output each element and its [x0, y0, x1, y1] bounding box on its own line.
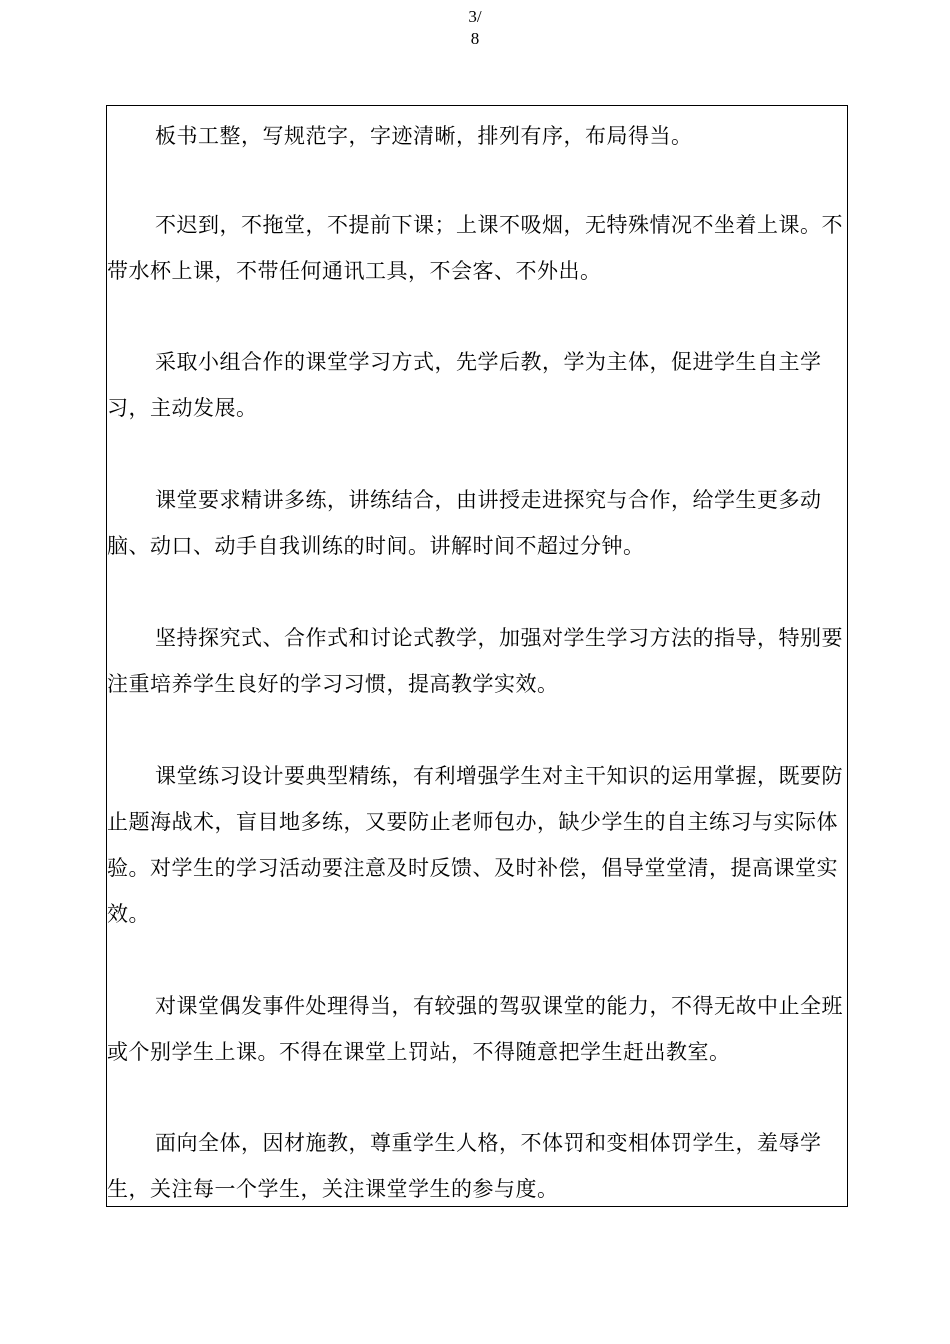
page-number-current: 3/ — [468, 7, 482, 26]
paragraph-inquiry-teaching: 坚持探究式、合作式和讨论式教学，加强对学生学习方法的指导，特别要注重培养学生良好的学习习惯，提高教学实效。 — [107, 626, 843, 696]
page-number-total: 8 — [470, 29, 480, 48]
paragraph-group-cooperation: 采取小组合作的课堂学习方式，先学后教，学为主体，促进学生自主学习，主动发展。 — [107, 350, 822, 420]
paragraph-classroom-incidents: 对课堂偶发事件处理得当，有较强的驾驭课堂的能力，不得无故中止全班或个别学生上课。不得在课堂上罚站，不得随意把学生赶出教室。 — [107, 994, 843, 1064]
paragraph-respect-students: 面向全体，因材施教，尊重学生人格，不体罚和变相体罚学生，羞辱学生，关注每一个学生，关注课堂学生的参与度。 — [107, 1131, 822, 1201]
content-box — [106, 105, 848, 1207]
page-number — [0, 6, 950, 50]
paragraph-blackboard: 板书工整，写规范字，字迹清晰，排列有序，布局得当。 — [155, 124, 693, 148]
paragraph-exercise-design: 课堂练习设计要典型精练，有利增强学生对主干知识的运用掌握，既要防止题海战术，盲目地多练，又要防止老师包办，缺少学生的自主练习与实际体验。对学生的学习活动要注意及时反馈、及时补偿，倡导堂堂清，提高课堂实效。 — [107, 764, 843, 926]
paragraph-punctuality: 不迟到，不拖堂，不提前下课；上课不吸烟，无特殊情况不坐着上课。不带水杯上课，不带任何通讯工具，不会客、不外出。 — [107, 213, 843, 283]
paragraph-practice: 课堂要求精讲多练，讲练结合，由讲授走进探究与合作，给学生更多动脑、动口、动手自我训练的时间。讲解时间不超过分钟。 — [107, 488, 822, 558]
